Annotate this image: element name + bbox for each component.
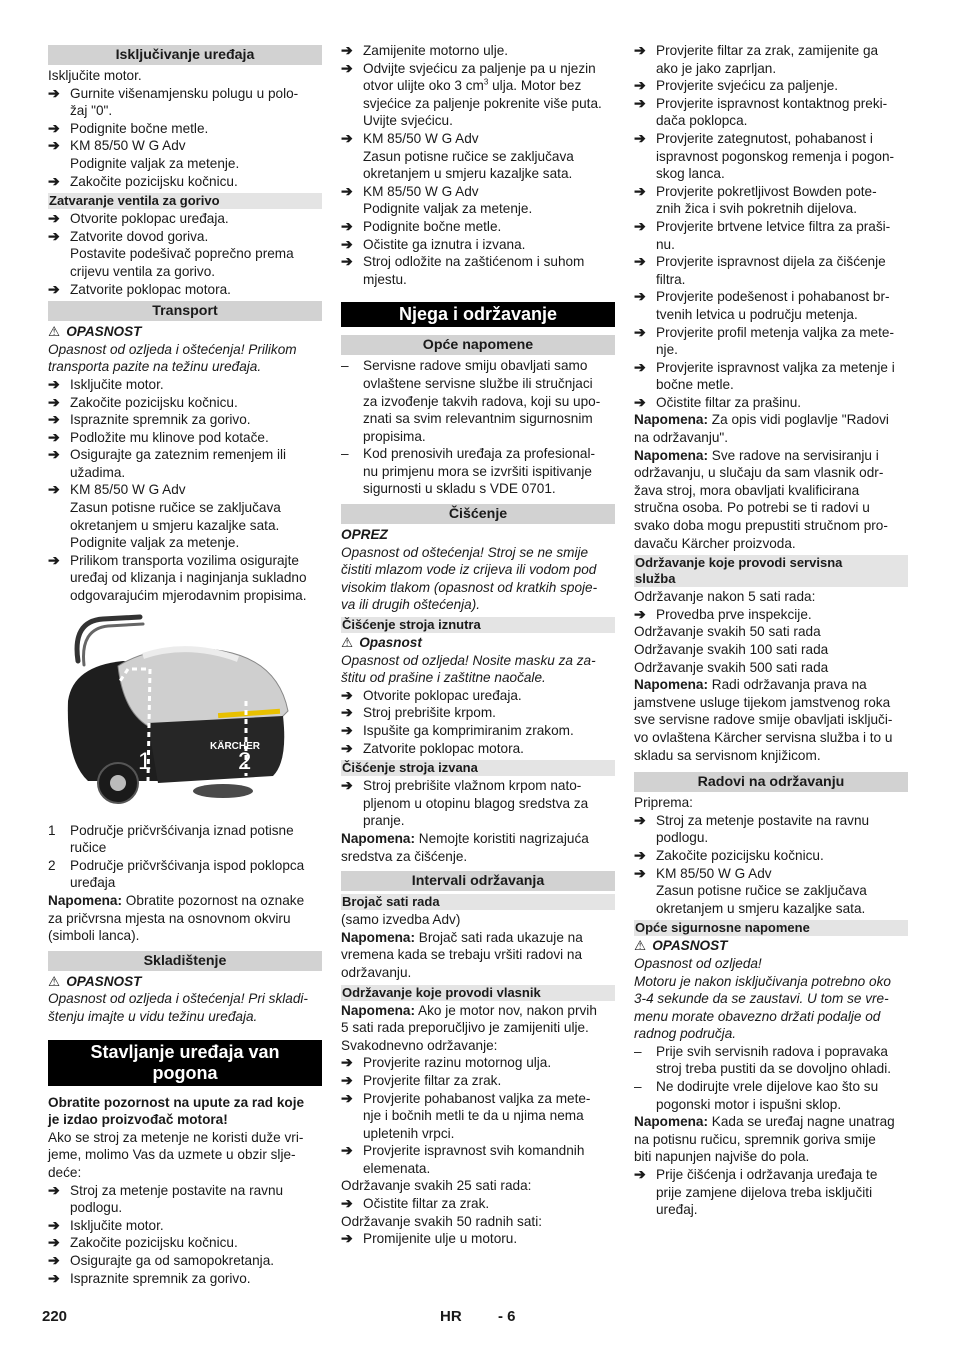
step-continued: Zasun potisne ručice se zaključava [70, 500, 281, 516]
warning-label: ⚠ Opasnost [341, 635, 422, 651]
arrow-icon: ➔ [634, 42, 646, 58]
note-text: stručna osoba. Po potrebi se ti radovi u [634, 500, 870, 516]
note-text: vremena kada se trebaju vršiti radovi na [341, 947, 583, 963]
text: Ako se stroj za metenje ne koristi duže vri- [48, 1129, 304, 1145]
arrow-icon: ➔ [48, 1216, 60, 1233]
step: ➔ Promijenite ulje u motoru. [341, 1230, 518, 1247]
arrow-icon: ➔ [341, 722, 353, 738]
step: ➔ Provjerite svjećicu za paljenje. [634, 77, 839, 94]
note: Napomena: Kada se uređaj nagne unatrag [634, 1114, 895, 1130]
step: ➔ Provjerite zategnutost, pohabanost i [634, 129, 873, 146]
step-continued: Podignite valjak za metenje. [363, 201, 533, 217]
warning-text: menu morate obavezno držati podalje od [634, 1008, 881, 1024]
text: Održavanje svakih 100 sati rada [634, 642, 829, 657]
step-continued: nje i bočnih metli te da u njima nema [363, 1108, 584, 1124]
arrow-icon: ➔ [341, 253, 353, 270]
arrow-icon: ➔ [48, 1234, 60, 1251]
step-continued: crijevu ventila za gorivo. [70, 263, 216, 279]
step-continued: Postavite podešivač poprečno prema [70, 246, 294, 262]
step-continued: Uvijte svjećicu. [363, 113, 453, 129]
dash-item: – Servisne radove smiju obavljati samo [341, 358, 588, 374]
arrow-icon: ➔ [48, 411, 60, 428]
arrow-icon: ➔ [341, 1071, 353, 1088]
warning-text: štitu od prašine i zaštitne naočale. [341, 670, 546, 686]
step: ➔ Provjerite pohabanost valjka za mete- [341, 1089, 591, 1106]
warning-text: Opasnost od ozljeda! [634, 955, 762, 971]
warning-triangle-icon: ⚠ [341, 635, 354, 651]
section-page: - 6 [498, 1308, 516, 1325]
note: Napomena: Sve radove na servisiranju i [634, 447, 879, 463]
step: ➔ Provjerite razinu motornog ulja. [341, 1054, 552, 1071]
heading-ciscenje: Čišćenje [341, 504, 615, 524]
warning-text: Opasnost od ozljeda i oštećenja! Prilikom [48, 341, 297, 357]
arrow-icon: ➔ [341, 777, 353, 794]
step-continued: mjestu. [363, 271, 407, 287]
arrow-icon: ➔ [634, 182, 646, 199]
warning-text: Opasnost od ozljeda! Nosite masku za za- [341, 652, 596, 668]
note-text: vo ovlaštena Kärcher servisna služba i to u [634, 729, 893, 745]
step: ➔ Očistite filtar za zrak. [341, 1195, 490, 1212]
step: ➔ Provjerite ispravnost svih komandnih [341, 1142, 585, 1159]
step-continued: podlogu. [70, 1200, 123, 1216]
legend-item: 1 Područje pričvršćivanja iznad potisne [48, 822, 294, 838]
text: (samo izvedba Adv) [341, 912, 461, 928]
arrow-icon: ➔ [634, 605, 646, 622]
step-continued: okretanjem u smjeru kazaljke sata. [70, 517, 280, 533]
step: ➔ Provjerite ispravnost valjka za metenje i [634, 358, 895, 375]
note-text: održavanju. [341, 964, 412, 980]
warning-text: Opasnost od ozljeda i oštećenja! Pri skladi- [48, 991, 308, 1007]
sweeper-figure [48, 611, 318, 816]
step-continued: Podignite valjak za metenje. [70, 535, 240, 551]
step: ➔ KM 85/50 W G Adv [341, 129, 479, 146]
note-text: svako doba mogu prepustiti stručnom pro- [634, 518, 888, 534]
warning-text: 3-4 sekunde da se zaustavi. U tom se vre- [634, 991, 889, 1007]
arrow-icon: ➔ [48, 481, 60, 498]
step-continued: ispravnost pogonskog remenja i pogon- [656, 148, 895, 164]
step-continued: podlogu. [656, 830, 709, 846]
step-continued: skog lanca. [656, 166, 725, 182]
heading-transport: Transport [48, 301, 322, 321]
subheading-iznutra: Čišćenje stroja iznutra [341, 617, 615, 633]
legend-item-continued: uređaja [70, 875, 116, 891]
step: ➔ Ispraznite spremnik za gorivo. [48, 411, 251, 428]
arrow-icon: ➔ [634, 217, 646, 234]
step: ➔ Podignite bočne metle. [48, 119, 209, 136]
note-text: jamstvene usluge tijekom jamstvenog roka [634, 694, 891, 710]
arrow-icon: ➔ [48, 428, 60, 445]
dash-continued: sigurnosti u skladu s VDE 0701. [363, 481, 556, 497]
note-text: davaču Kärcher proizvoda. [634, 535, 796, 551]
warning-label: ⚠ OPASNOST [48, 973, 142, 989]
step-continued: filtra. [656, 271, 686, 287]
language-code: HR [440, 1308, 462, 1325]
step-continued: nje. [656, 342, 678, 358]
step-continued: uređaj. [656, 1202, 698, 1218]
arrow-icon: ➔ [341, 42, 353, 58]
dash-continued: propisima. [363, 428, 426, 444]
arrow-icon: ➔ [634, 393, 646, 410]
warning-text: radnog područja. [634, 1026, 737, 1042]
step-continued: okretanjem u smjeru kazaljke sata. [656, 900, 866, 916]
step: ➔ Podignite bočne metle. [341, 217, 502, 234]
text: Održavanje svakih 50 radnih sati: [341, 1213, 542, 1229]
arrow-icon: ➔ [48, 1181, 60, 1198]
step-continued: žaj "0". [70, 103, 113, 119]
text: Isključite motor. [48, 68, 142, 83]
step: ➔ Očistite filtar za prašinu. [634, 393, 802, 410]
warning-label: ⚠ OPASNOST [48, 324, 142, 340]
legend-item-continued: ručice [70, 840, 107, 856]
step: ➔ KM 85/50 W G Adv [634, 864, 772, 881]
step-continued: nu. [656, 236, 675, 252]
dash-continued: znati sa svim relevantnim sigurnosnim [363, 411, 593, 427]
step: ➔ Provjerite filtar za zrak. [341, 1071, 502, 1088]
arrow-icon: ➔ [48, 280, 60, 297]
warning-text: transporta pazite na težinu uređaja. [48, 359, 262, 375]
arrow-icon: ➔ [341, 1054, 353, 1071]
warning-triangle-icon: ⚠ [48, 973, 61, 989]
warning-text: Opasnost od oštećenja! Stroj se ne smije [341, 544, 589, 560]
arrow-icon: ➔ [48, 227, 60, 244]
arrow-icon: ➔ [341, 182, 353, 199]
step: ➔ KM 85/50 W G Adv [48, 137, 186, 154]
step: ➔ Provedba prve inspekcije. [634, 605, 812, 622]
arrow-icon: ➔ [634, 1166, 646, 1183]
step: ➔ Provjerite ispravnost dijela za čišćenje [634, 253, 886, 270]
step: ➔ Isključite motor. [48, 1216, 164, 1233]
step: ➔ KM 85/50 W G Adv [341, 182, 479, 199]
arrow-icon: ➔ [634, 129, 646, 146]
subheading-izvana: Čišćenje stroja izvana [341, 760, 615, 776]
note-text: za pričvrsna mjesta na osnovnom okviru [48, 910, 291, 926]
arrow-icon: ➔ [48, 375, 60, 392]
arrow-icon: ➔ [341, 704, 353, 721]
step: ➔ Provjerite brtvene letvice filtra za praši- [634, 217, 891, 234]
note-text: održavanju, u slučaju da sam vlasnik odr- [634, 465, 884, 481]
bold-text: je izdao proizvođač motora! [48, 1112, 228, 1128]
figure-label-1: 1 [138, 747, 152, 775]
legend-item: 2 Područje pričvršćivanja ispod poklopca [48, 857, 305, 873]
step-continued: odgovarajućim mjerodavnim propisima. [70, 588, 307, 604]
warning-text: čistiti mlazom vode iz crijeva ili vodom pod [341, 562, 597, 578]
step: ➔ Prilikom transporta vozilima osigurajte [48, 551, 299, 568]
warning-text: va ili drugih oštećenja). [341, 597, 481, 613]
heading-iskljucivanje: Isključivanje uređaja [48, 45, 322, 65]
step: ➔ Stroj odložite na zaštićenom i suhom [341, 253, 585, 270]
note: Napomena: Nemojte koristiti nagrizajuća [341, 830, 589, 846]
arrow-icon: ➔ [341, 1230, 353, 1247]
warning-text: štenju imajte u vidu težinu uređaja. [48, 1008, 258, 1024]
step: ➔ Stroj prebrišite vlažnom krpom nato- [341, 777, 582, 794]
step-continued: otvor ulijte oko 3 $cm^3$ ulja. Motor bez [363, 77, 582, 94]
step: ➔ Zamijenite motorno ulje. [341, 42, 509, 58]
step: ➔ Provjerite profil metenja valjka za mete- [634, 323, 894, 340]
arrow-icon: ➔ [48, 210, 60, 227]
arrow-icon: ➔ [634, 253, 646, 270]
note-text: sredstva za čišćenje. [341, 848, 468, 864]
step: ➔ Provjerite filtar za zrak, zamijenite ga [634, 42, 879, 58]
subheading-vlasnik: Održavanje koje provodi vlasnik [341, 985, 615, 1001]
arrow-icon: ➔ [634, 77, 646, 94]
dash-item: – Prije svih servisnih radova i popravaka [634, 1043, 888, 1059]
warning-label: OPREZ [341, 527, 388, 543]
arrow-icon: ➔ [48, 137, 60, 154]
column-middle [341, 42, 615, 1248]
dash-item: – Kod prenosivih uređaja za profesional- [341, 446, 595, 462]
step-continued: ako je jako zaprljan. [656, 60, 777, 76]
subheading-ventil: Zatvaranje ventila za gorivo [48, 193, 322, 209]
warning-triangle-icon: ⚠ [634, 938, 647, 954]
step-continued: Zasun potisne ručice se zaključava [656, 883, 867, 899]
note-text: skladu sa servisnom knjižicom. [634, 747, 821, 763]
step: ➔ Provjerite pokretljivost Bowden pote- [634, 182, 877, 199]
text: Svakodnevno održavanje: [341, 1037, 498, 1053]
arrow-icon: ➔ [341, 1195, 353, 1212]
dash-continued: pogonski motor i ispušni sklop. [656, 1096, 842, 1112]
step: ➔ Zatvorite dovod goriva. [48, 227, 209, 244]
step-continued: pljenom u otopinu blagog sredstva za [363, 795, 589, 811]
step: ➔ Otvorite poklopac uređaja. [48, 210, 229, 227]
heading-opce: Opće napomene [341, 335, 615, 355]
step-continued: elemenata. [363, 1160, 431, 1176]
dash-continued: za izvođenje takvih radova, koji su upo- [363, 393, 601, 409]
arrow-icon: ➔ [48, 1269, 60, 1286]
text: deće: [48, 1164, 82, 1180]
step: ➔ Ispušite ga komprimiranim zrakom. [341, 722, 574, 738]
arrow-icon: ➔ [634, 94, 646, 111]
arrow-icon: ➔ [48, 446, 60, 463]
step: ➔ Gurnite višenamjensku polugu u polo- [48, 84, 299, 101]
text: Održavanje svakih 500 sati rada [634, 659, 829, 675]
dash-continued: stroj treba pustiti da se dovoljno ohladi. [656, 1061, 892, 1077]
step: ➔ Osigurajte ga od samopokretanja. [48, 1251, 275, 1268]
arrow-icon: ➔ [48, 172, 60, 189]
step: ➔ Osigurajte ga zateznim remenjem ili [48, 446, 287, 463]
arrow-icon: ➔ [634, 323, 646, 340]
arrow-icon: ➔ [634, 288, 646, 305]
arrow-icon: ➔ [341, 1089, 353, 1106]
step-continued: užadima. [70, 464, 126, 480]
note: Napomena: Ako je motor nov, nakon prvih [341, 1002, 597, 1018]
arrow-icon: ➔ [48, 84, 60, 101]
note: Napomena: Obratite pozornost na oznake [48, 893, 305, 908]
arrow-icon: ➔ [341, 59, 353, 76]
step: ➔ Odvijte svjećicu za paljenje pa u njezin [341, 59, 596, 76]
note: Napomena: Brojač sati rada ukazuje na [341, 929, 583, 945]
arrow-icon: ➔ [634, 864, 646, 881]
step: ➔ Zakočite pozicijsku kočnicu. [634, 846, 824, 863]
dash-continued: nu primjenu mora se izvršiti ispitivanje [363, 463, 592, 479]
note-text: žava stroj, mora obavljati kvalificirana [634, 482, 860, 498]
arrow-icon: ➔ [341, 235, 353, 252]
step-continued: znih žica i svih pokretnih dijelova. [656, 201, 857, 217]
warning-text: visokim tlakom (opasnost od kratkih spoje- [341, 579, 598, 595]
note: Napomena: Radi održavanja prava na [634, 677, 867, 693]
step: ➔ Prije čišćenja i održavanja uređaja te [634, 1166, 878, 1183]
step: ➔ Zakočite pozicijsku kočnicu. [48, 393, 238, 410]
note-text: sve servisne radove smije obavljati isključi- [634, 712, 893, 728]
arrow-icon: ➔ [341, 129, 353, 146]
step: ➔ Isključite motor. [48, 375, 164, 392]
text: Održavanje nakon 5 sati rada: [634, 589, 816, 605]
step-continued: Zasun potisne ručice se zaključava [363, 148, 574, 164]
step-continued: prije zamjene dijelova treba isključiti [656, 1184, 873, 1200]
step-continued: Podignite valjak za metenje. [70, 155, 240, 171]
heading-radovi: Radovi na održavanju [634, 772, 908, 792]
heading-intervali: Intervali održavanja [341, 871, 615, 891]
arrow-icon: ➔ [341, 686, 353, 703]
note-text: na održavanju". [634, 430, 729, 446]
step: ➔ Stroj za metenje postavite na ravnu [634, 811, 870, 828]
arrow-icon: ➔ [48, 119, 60, 136]
text: Priprema: [634, 795, 693, 811]
step: ➔ Zakočite pozicijsku kočnicu. [48, 172, 238, 189]
step: ➔ Podložite mu klinove pod kotače. [48, 428, 269, 445]
dash-item: – Ne dodirujte vrele dijelove kao što su [634, 1079, 879, 1095]
arrow-icon: ➔ [634, 358, 646, 375]
step: ➔ Zakočite pozicijsku kočnicu. [48, 1234, 238, 1251]
step: ➔ Očistite ga iznutra i izvana. [341, 235, 526, 252]
dash-continued: ovlaštene servisne službe ili stručnjaci [363, 375, 593, 391]
subheading-sigurnosne: Opće sigurnosne napomene [634, 920, 908, 936]
text: jeme, molimo Vas da uzmete u obzir slje- [48, 1147, 296, 1163]
step: ➔ KM 85/50 W G Adv [48, 481, 186, 498]
step: ➔ Stroj za metenje postavite na ravnu [48, 1181, 284, 1198]
brand-logo: KÄRCHER [210, 740, 260, 752]
step-continued: okretanjem u smjeru kazaljke sata. [363, 166, 573, 182]
note: Napomena: Za opis vidi poglavlje "Radovi [634, 412, 889, 428]
subheading-brojac: Brojač sati rada [341, 894, 615, 910]
step: ➔ Ispraznite spremnik za gorivo. [48, 1269, 251, 1286]
page-number: 220 [42, 1308, 68, 1325]
note-text: na potisnu ručicu, spremnik goriva smije [634, 1131, 876, 1147]
text: Održavanje svakih 25 sati rada: [341, 1178, 532, 1194]
step: ➔ Zatvorite poklopac motora. [341, 739, 524, 756]
note-text: (simboli lanca). [48, 928, 140, 944]
figure-label-2: 2 [238, 747, 252, 775]
step-continued: tvenih letvica u području metenja. [656, 306, 858, 322]
warning-label: ⚠ OPASNOST [634, 938, 728, 954]
subheading-servis: Održavanje koje provodi servisna služba [634, 555, 908, 587]
arrow-icon: ➔ [634, 846, 646, 863]
arrow-icon: ➔ [48, 393, 60, 410]
step: ➔ Provjerite ispravnost kontaktnog preki- [634, 94, 888, 111]
step: ➔ Zatvorite poklopac motora. [48, 280, 231, 297]
arrow-icon: ➔ [634, 811, 646, 828]
arrow-icon: ➔ [48, 551, 60, 568]
column-left [48, 42, 322, 1287]
step-continued: bočne metle. [656, 377, 734, 393]
step-continued: dača poklopca. [656, 113, 748, 129]
note-text: 5 sati rada preporučljivo je zamijeniti ulje. [341, 1020, 589, 1036]
heading-njega: Njega i održavanje [341, 302, 615, 327]
heading-skladistenje: Skladištenje [48, 951, 322, 971]
heading-stavljanje: Stavljanje uređaja van pogona [48, 1040, 322, 1086]
step: ➔ Provjerite podešenost i pohabanost br- [634, 288, 890, 305]
arrow-icon: ➔ [341, 739, 353, 756]
step: ➔ Otvorite poklopac uređaja. [341, 686, 522, 703]
step: ➔ Stroj prebrišite krpom. [341, 704, 496, 721]
arrow-icon: ➔ [48, 1251, 60, 1268]
warning-triangle-icon: ⚠ [48, 324, 61, 340]
step-continued: upletenih vrpci. [363, 1125, 455, 1141]
warning-text: Motoru je nakon isključivanja potrebno oko [634, 973, 891, 989]
arrow-icon: ➔ [341, 217, 353, 234]
arrow-icon: ➔ [341, 1142, 353, 1159]
note-text: biti napunjen najviše do pola. [634, 1149, 810, 1165]
step-continued: uređaj od klizanja i naginjanja sukladno [70, 570, 307, 586]
step-continued: svjećice za paljenje pokrenite više puta. [363, 95, 602, 111]
text: Održavanje svakih 50 sati rada [634, 624, 821, 640]
bold-text: Obratite pozornost na upute za rad koje [48, 1094, 305, 1110]
sweeper-illustration [48, 611, 318, 816]
step-continued: pranje. [363, 813, 405, 829]
column-right [634, 42, 908, 1219]
